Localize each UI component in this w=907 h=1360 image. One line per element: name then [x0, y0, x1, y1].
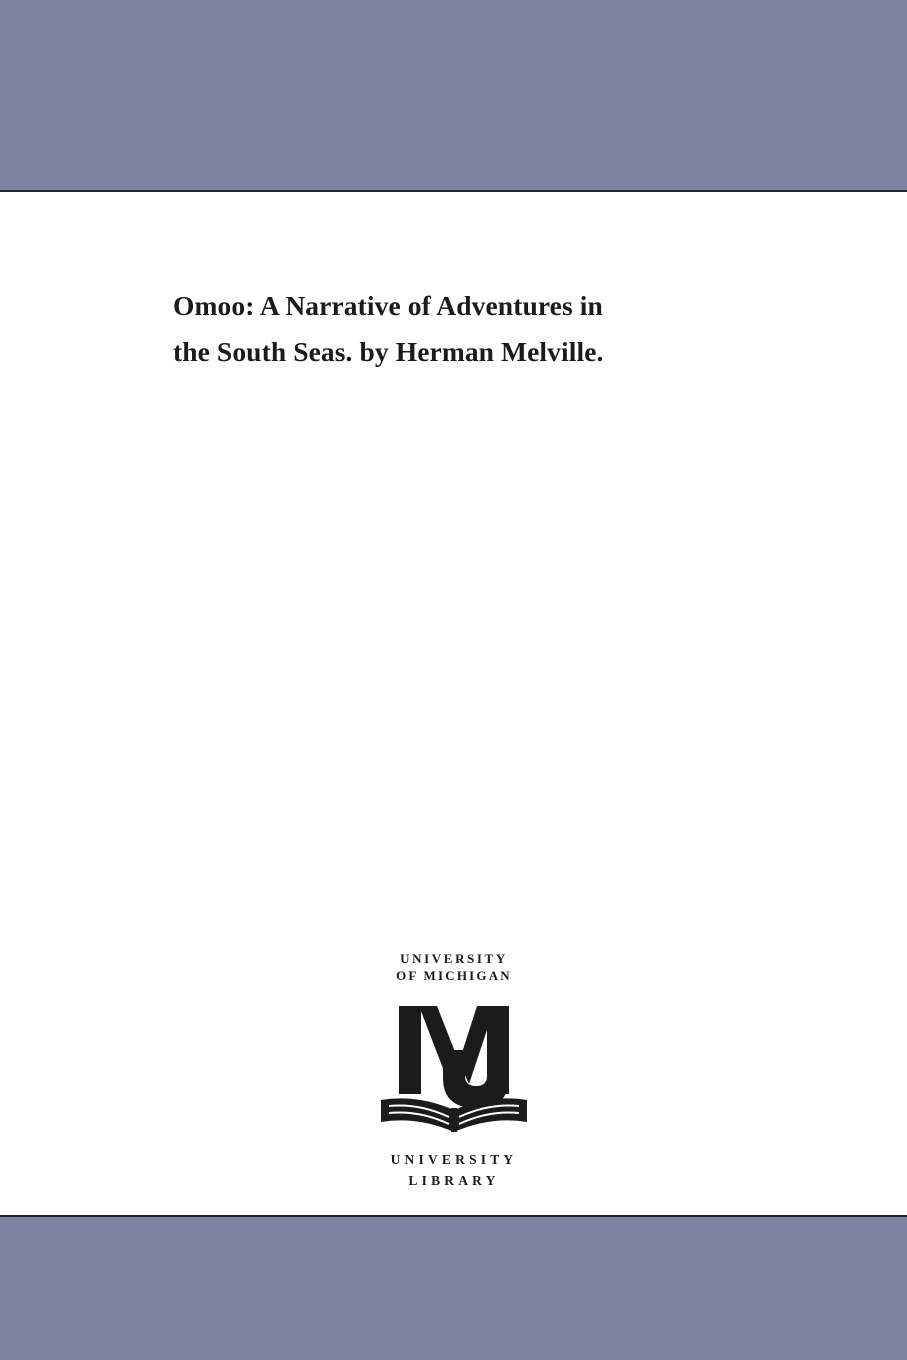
logo-top-line-1: UNIVERSITY: [400, 951, 508, 966]
book-title: [173, 283, 773, 375]
book-title-line-2: the South Seas. by Herman Melville.: [173, 336, 604, 367]
book-title-line-1: Omoo: A Narrative of Adventures in: [173, 290, 603, 321]
um-book-logo-icon: [373, 988, 535, 1140]
top-color-band: [0, 0, 907, 192]
bottom-color-band: [0, 1215, 907, 1360]
publisher-logo: [373, 950, 535, 1191]
logo-bottom-line-1: UNIVERSITY: [390, 1152, 518, 1167]
logo-bottom-lines: [373, 1149, 535, 1191]
logo-top-line-2: OF MICHIGAN: [396, 968, 512, 983]
logo-bottom-line-2: LIBRARY: [408, 1173, 500, 1188]
